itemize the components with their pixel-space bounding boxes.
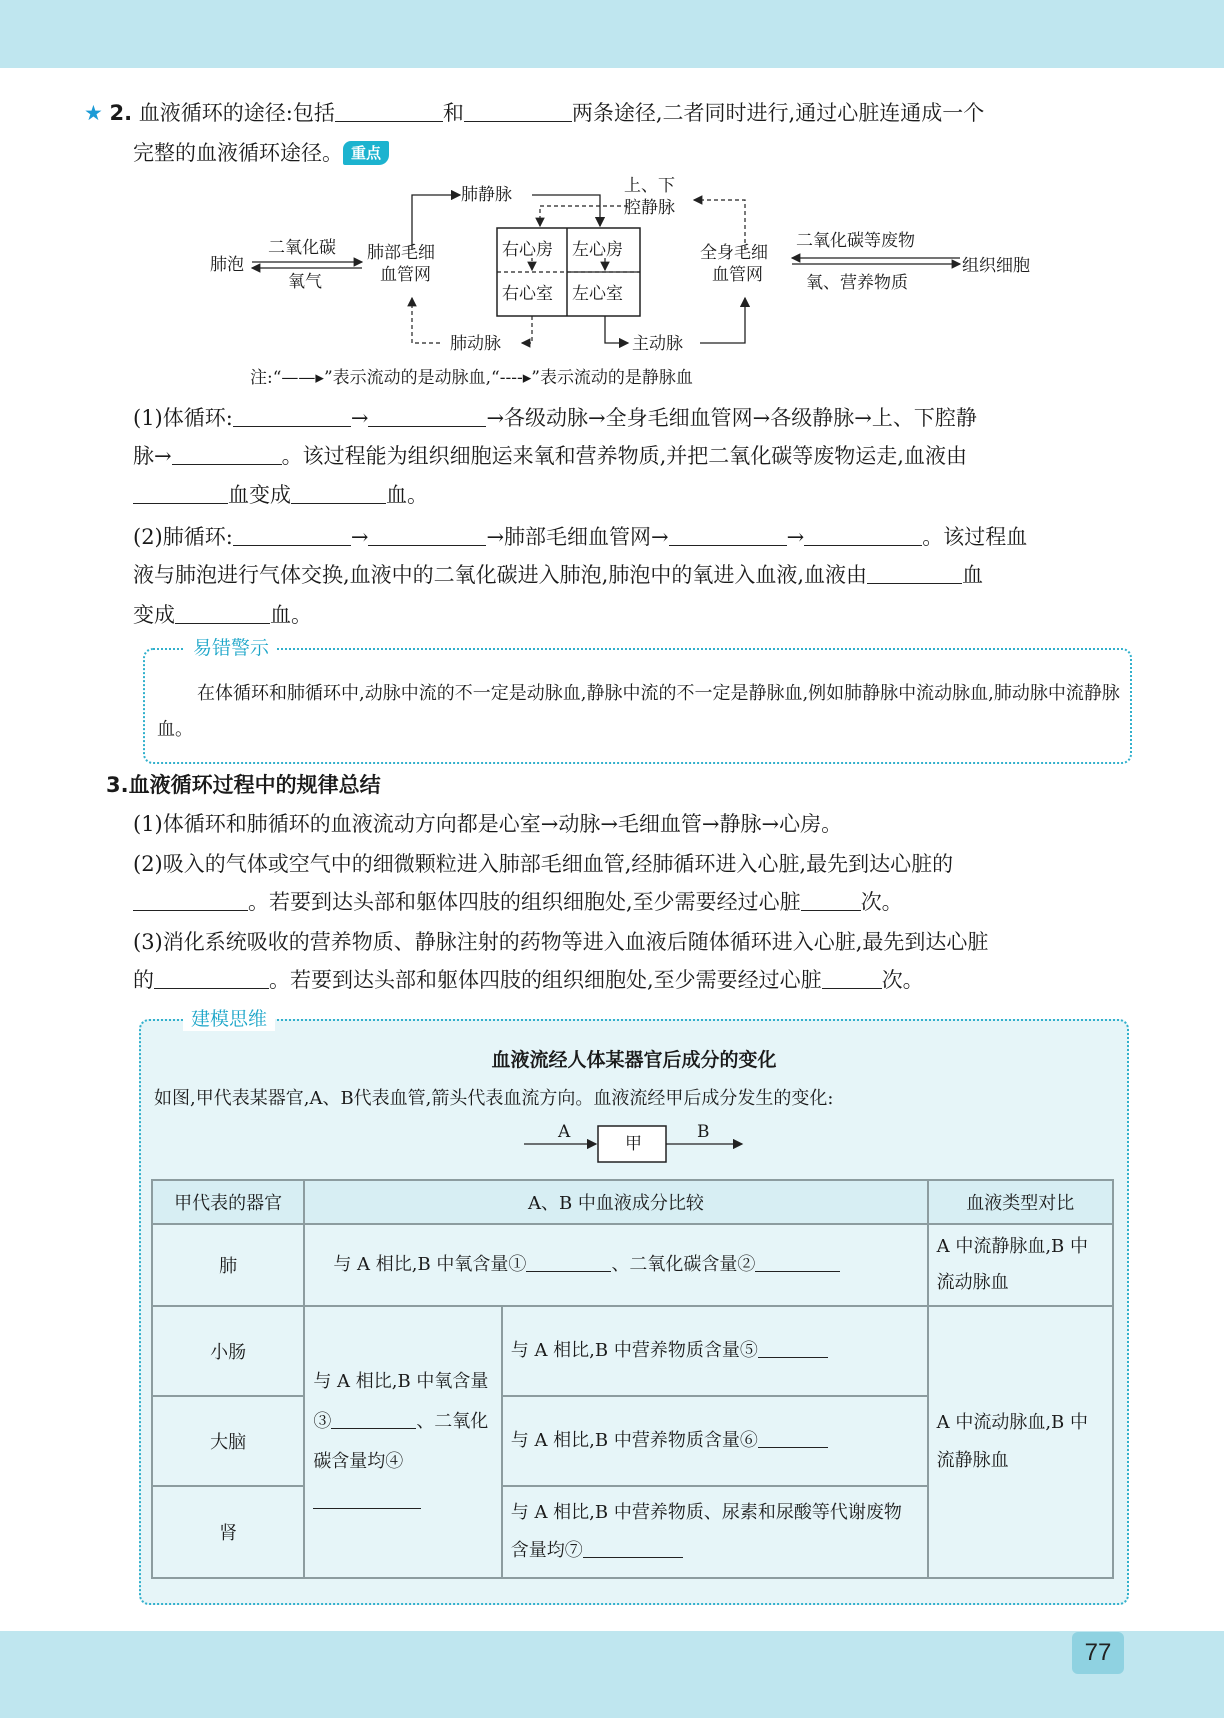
item3-p3-line2: 的 。若要到达头部和躯体四肢的组织细胞处,至少需要经过心脏 次。 bbox=[133, 968, 924, 992]
label-right-atrium: 右心房 bbox=[502, 240, 553, 260]
label-co2: 二氧化碳 bbox=[268, 238, 336, 258]
label-pulmonary-vein: 肺静脉 bbox=[461, 185, 512, 205]
star-icon: ★ bbox=[84, 101, 103, 125]
answer-blank[interactable] bbox=[758, 1335, 828, 1358]
answer-blank[interactable] bbox=[583, 1535, 683, 1558]
label-aorta: 主动脉 bbox=[632, 334, 683, 354]
label-body-capillary-2: 血管网 bbox=[712, 265, 763, 285]
item3-p2-line1: (2)吸入的气体或空气中的细微颗粒进入肺部毛细血管,经肺循环进入心脏,最先到达心脏的 bbox=[133, 852, 954, 876]
item2-number: 2. bbox=[109, 101, 133, 125]
warning-title: 易错警示 bbox=[185, 633, 277, 660]
item3-title: 血液循环过程中的规律总结 bbox=[128, 773, 381, 797]
table-row bbox=[152, 1306, 1113, 1396]
answer-blank[interactable] bbox=[172, 442, 282, 465]
label-lung-capillary-2: 血管网 bbox=[380, 265, 431, 285]
page-number: 77 bbox=[1072, 1632, 1124, 1674]
kidney-comparison: 与 A 相比,B 中营养物质、尿素和尿酸等代谢废物含量均⑦ bbox=[502, 1486, 928, 1578]
label-body-capillary-1: 全身毛细 bbox=[700, 243, 768, 263]
organ-brain: 大脑 bbox=[152, 1396, 304, 1486]
vessel-a-label: A bbox=[558, 1122, 571, 1142]
label-waste: 二氧化碳等废物 bbox=[796, 231, 915, 251]
pulmonary-line3: 变成 血。 bbox=[133, 603, 312, 627]
warning-box bbox=[143, 637, 1132, 764]
label-pulmonary-artery: 肺动脉 bbox=[450, 334, 501, 354]
answer-blank[interactable] bbox=[154, 966, 269, 989]
label-left-ventricle: 左心室 bbox=[572, 284, 623, 304]
answer-blank[interactable] bbox=[822, 966, 882, 989]
answer-blank[interactable] bbox=[801, 888, 861, 911]
header-organ: 甲代表的器官 bbox=[152, 1180, 304, 1224]
item2-line2: 完整的血液循环途径。 重点 bbox=[133, 135, 1123, 171]
lung-comparison: 与 A 相比,B 中氧含量① 、二氧化碳含量② bbox=[304, 1224, 927, 1306]
answer-blank[interactable] bbox=[133, 481, 228, 504]
label-vena-cava-2: 腔静脉 bbox=[624, 198, 675, 218]
systemic-line2: 脉→ 。该过程能为组织细胞运来氧和营养物质,并把二氧化碳等废物运走,血液由 bbox=[133, 444, 967, 468]
label-vena-cava-1: 上、下 bbox=[624, 176, 675, 196]
pulmonary-line1: (2)肺循环: → →肺部毛细血管网→ → 。该过程血 bbox=[133, 525, 1028, 549]
item3-heading: 3.血液循环过程中的规律总结 bbox=[106, 773, 381, 797]
diagram-note: 注:“——▸”表示流动的是动脉血,“----▸”表示流动的是静脉血 bbox=[250, 368, 693, 388]
answer-blank[interactable] bbox=[758, 1425, 828, 1448]
other-blood-type: A 中流动脉血,B 中流静脉血 bbox=[928, 1306, 1113, 1578]
answer-blank[interactable] bbox=[313, 1486, 421, 1509]
systemic-line1: (1)体循环: → →各级动脉→全身毛细血管网→各级静脉→上、下腔静 bbox=[133, 406, 977, 430]
answer-blank[interactable] bbox=[368, 404, 486, 427]
key-point-badge: 重点 bbox=[343, 141, 389, 165]
header-comparison: A、B 中血液成分比较 bbox=[304, 1180, 927, 1224]
oxygen-comparison: 与 A 相比,B 中氧含量③ 、二氧化碳含量均④ bbox=[304, 1306, 501, 1578]
answer-blank[interactable] bbox=[669, 523, 787, 546]
answer-blank[interactable] bbox=[291, 481, 386, 504]
modeling-title: 建模思维 bbox=[183, 1004, 275, 1031]
warning-text: 在体循环和肺循环中,动脉中流的不一定是动脉血,静脉中流的不一定是静脉血,例如肺静脉中流动脉血,肺动脉中流静脉血。 bbox=[157, 683, 1120, 740]
answer-blank[interactable] bbox=[867, 561, 962, 584]
answer-blank[interactable] bbox=[233, 523, 351, 546]
small-intestine-comparison: 与 A 相比,B 中营养物质含量⑤ bbox=[502, 1306, 928, 1396]
table-row bbox=[152, 1224, 1113, 1306]
item2-line1: ★ 2. 血液循环的途径:包括 和 两条途径,二者同时进行,通过心脏连通成一个 bbox=[84, 101, 985, 125]
answer-blank[interactable] bbox=[368, 523, 486, 546]
organ-kidney: 肾 bbox=[152, 1486, 304, 1578]
answer-blank[interactable] bbox=[804, 523, 922, 546]
label-o2: 氧气 bbox=[288, 272, 322, 292]
answer-blank[interactable] bbox=[133, 888, 248, 911]
answer-blank[interactable] bbox=[526, 1249, 611, 1272]
table-header-row bbox=[152, 1180, 1113, 1224]
label-lung-capillary-1: 肺部毛细 bbox=[367, 243, 435, 263]
comparison-table bbox=[151, 1179, 1114, 1579]
circulation-diagram bbox=[0, 0, 1224, 400]
answer-blank[interactable] bbox=[331, 1406, 416, 1429]
item3-p1: (1)体循环和肺循环的血液流动方向都是心室→动脉→毛细血管→静脉→心房。 bbox=[133, 812, 843, 836]
label-left-atrium: 左心房 bbox=[572, 240, 623, 260]
modeling-intro: 如图,甲代表某器官,A、B代表血管,箭头代表血流方向。血液流经甲后成分发生的变化: bbox=[154, 1088, 834, 1109]
answer-blank[interactable] bbox=[175, 601, 270, 624]
item3-p2-line2: 。若要到达头部和躯体四肢的组织细胞处,至少需要经过心脏 次。 bbox=[133, 884, 1123, 920]
item2-title: 血液循环的途径 bbox=[138, 101, 286, 125]
organ-label: 甲 bbox=[625, 1134, 642, 1154]
label-right-ventricle: 右心室 bbox=[502, 284, 553, 304]
organ-small-intestine: 小肠 bbox=[152, 1306, 304, 1396]
label-alveoli: 肺泡 bbox=[210, 255, 244, 275]
answer-blank[interactable] bbox=[755, 1249, 840, 1272]
label-nutrients: 氧、营养物质 bbox=[806, 273, 908, 293]
answer-blank[interactable] bbox=[233, 404, 351, 427]
systemic-line3: 血变成 血。 bbox=[133, 477, 1123, 513]
organ-lung: 肺 bbox=[152, 1224, 304, 1306]
brain-comparison: 与 A 相比,B 中营养物质含量⑥ bbox=[502, 1396, 928, 1486]
header-blood-type: 血液类型对比 bbox=[928, 1180, 1113, 1224]
bottom-band bbox=[0, 1631, 1224, 1718]
label-tissue-cells: 组织细胞 bbox=[962, 256, 1030, 276]
modeling-heading: 血液流经人体某器官后成分的变化 bbox=[491, 1049, 777, 1071]
item3-p3-line1: (3)消化系统吸收的营养物质、静脉注射的药物等进入血液后随体循环进入心脏,最先到达心脏 bbox=[133, 930, 989, 954]
pulmonary-line2: 液与肺泡进行气体交换,血液中的二氧化碳进入肺泡,肺泡中的氧进入血液,血液由 血 bbox=[133, 563, 984, 587]
lung-blood-type: A 中流静脉血,B 中流动脉血 bbox=[928, 1224, 1113, 1306]
vessel-b-label: B bbox=[697, 1122, 710, 1142]
